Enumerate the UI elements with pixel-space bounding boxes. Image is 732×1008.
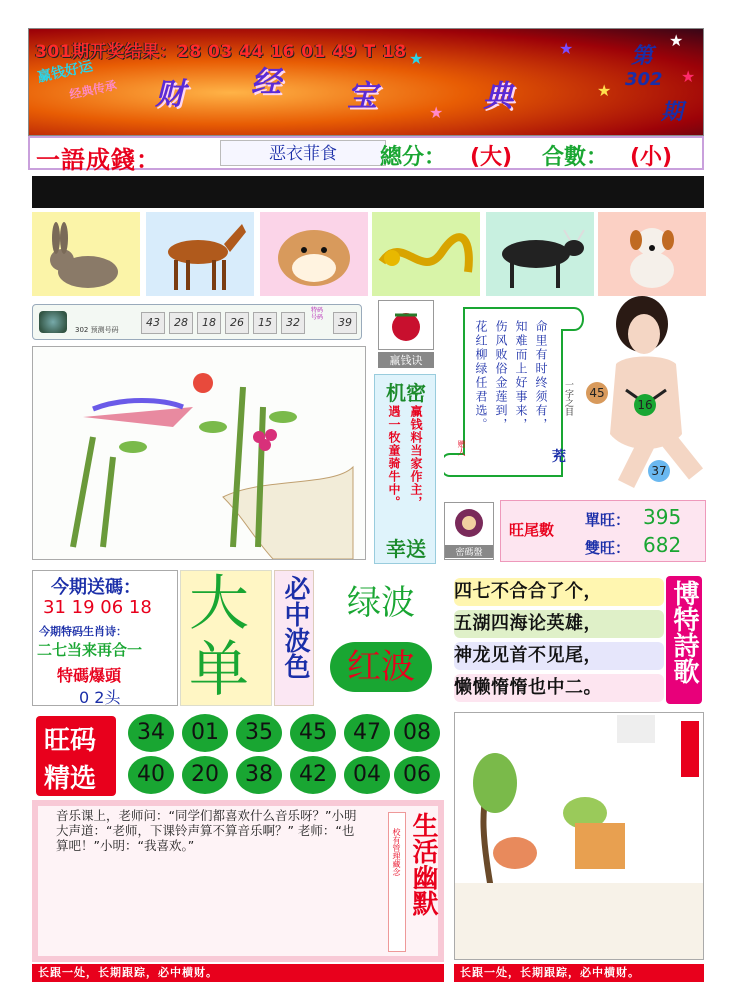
- prediction-number: 28: [169, 312, 193, 334]
- joke-text: 音乐课上，老师问：“同学们都喜欢什么音乐呀？”小明大声道：“老师，下课铃声算不算音乐啊？” 老师：“也算吧！”小明：“我喜欢。”: [56, 808, 357, 853]
- poem-line-2: 五湖四海论英雄，: [454, 610, 664, 638]
- code-plate-label: 密碼盤: [445, 545, 493, 558]
- secret-box: [374, 374, 436, 564]
- hot-numbers: [32, 712, 444, 800]
- four-line-poem: [450, 572, 666, 706]
- model-photo: [586, 294, 706, 494]
- money-bag-icon: [378, 300, 434, 350]
- hot-number: 35: [236, 714, 282, 752]
- side-title: 生活幽默: [408, 812, 438, 916]
- poem-col-2: 知难而上好事来，: [514, 320, 528, 432]
- secret-col-1: 赢钱料当家作主，: [409, 405, 423, 509]
- rabbit-icon: [32, 212, 140, 296]
- logo-char-1: 财: [155, 77, 185, 112]
- hot-number: 45: [290, 714, 336, 752]
- hot-number: 42: [290, 756, 336, 794]
- send-title: 今期送碼：: [51, 577, 141, 598]
- secret-title: 机密: [386, 381, 426, 405]
- secret-col-2: 遇一牧童骑牛中。: [387, 405, 401, 509]
- hot-number: 34: [128, 714, 174, 752]
- slogan-row: [28, 136, 704, 174]
- hint-title: 特碼爆頭: [57, 666, 122, 685]
- number-ball: 37: [648, 460, 670, 482]
- wave-colors: [318, 570, 446, 706]
- label-line-2: 精选: [44, 764, 97, 794]
- ox-icon: [486, 212, 594, 296]
- tagline-2: 经典传承: [68, 78, 119, 102]
- header-banner: [28, 28, 704, 136]
- issue-prefix: 第: [631, 44, 654, 69]
- poem-line-4: 懒懒惰惰也中二。: [454, 674, 664, 702]
- hot-number: 40: [128, 756, 174, 794]
- number-ball: 16: [634, 394, 656, 416]
- poem-line: 二七当来再合一: [37, 641, 143, 659]
- strip-caption: 302 预测号码: [75, 326, 119, 334]
- prediction-number: 26: [225, 312, 249, 334]
- red-wave: 红波: [330, 642, 432, 692]
- poem-title: 今期特码生肖诗：: [39, 625, 127, 638]
- hot-number: 47: [344, 714, 390, 752]
- cartoon-picture: [454, 712, 704, 960]
- poem-col-1: 命里有时终须有，: [534, 320, 548, 432]
- star-icon: ★: [559, 39, 574, 58]
- hot-number: 20: [182, 756, 228, 794]
- dog-icon: [598, 212, 706, 296]
- scroll-word: 茺: [552, 449, 566, 465]
- draw-result: 301期开奖结果：28 03 44 16 01 49 T 18: [35, 42, 407, 62]
- poem-col-4: 花红柳绿任君选。: [474, 320, 488, 432]
- prediction-number: 18: [197, 312, 221, 334]
- star-icon: ★: [409, 49, 424, 68]
- hot-number: 38: [236, 756, 282, 794]
- horse-icon: [146, 212, 254, 296]
- footer-left: 长跟一处，长期跟踪，必中横财。: [32, 964, 444, 982]
- hot-numbers-label: [36, 716, 116, 796]
- dragon-icon: [372, 212, 480, 296]
- hot-number: 04: [344, 756, 390, 794]
- double-label: 雙旺：: [585, 539, 631, 557]
- side-note: 一字之目: [563, 380, 573, 416]
- hot-number: 08: [394, 714, 440, 752]
- sum-label: 合數：: [542, 145, 609, 170]
- prediction-strip: [32, 304, 362, 340]
- side-caption: 校有管理藏念: [392, 828, 401, 876]
- special-number: 39: [333, 312, 357, 334]
- code-plate-icon: [444, 502, 494, 560]
- tree-icon: [39, 311, 67, 333]
- single-char: 单: [189, 635, 249, 705]
- logo-char-3: 宝: [347, 79, 377, 114]
- green-wave: 绿波: [330, 578, 432, 628]
- prediction-number: 32: [281, 312, 305, 334]
- poem-line-3: 神龙见首不见尾，: [454, 642, 664, 670]
- hot-number: 01: [182, 714, 228, 752]
- hint-value: 0 2头: [79, 688, 121, 707]
- hot-number: 06: [394, 756, 440, 794]
- star-icon: ★: [669, 31, 684, 50]
- issue-suffix: 期: [661, 100, 684, 125]
- send-code-box: [32, 570, 178, 706]
- tagline: 赢钱好运: [36, 58, 95, 86]
- prediction-number: 43: [141, 312, 165, 334]
- star-icon: ★: [681, 67, 696, 86]
- slogan-value: 恶衣菲食: [220, 140, 386, 166]
- lucky-tail-label: 旺尾數: [509, 521, 555, 539]
- joke-box: [32, 800, 444, 962]
- double-value: 682: [643, 533, 682, 557]
- prediction-number: 15: [253, 312, 277, 334]
- icon-label: 赢钱诀: [378, 352, 434, 368]
- number-ball: 45: [586, 382, 608, 404]
- send-numbers: 31 19 06 18: [43, 597, 152, 618]
- poem-scroll: [444, 300, 590, 486]
- poem-author: 赠人: [457, 440, 466, 456]
- special-poem-tag: [666, 576, 702, 704]
- score-label: 總分：: [380, 145, 447, 170]
- life-humor-title: [388, 808, 440, 958]
- logo-char-4: 典: [483, 79, 513, 114]
- issue-number: 302: [625, 69, 663, 90]
- big-char: 大: [189, 569, 249, 639]
- single-label: 單旺：: [585, 511, 631, 529]
- black-divider: [32, 176, 704, 208]
- lucky-send: 幸送: [386, 537, 426, 561]
- logo-char-2: 经: [251, 65, 281, 100]
- single-value: 395: [643, 505, 682, 529]
- score-value: (大): [470, 145, 513, 170]
- big-single-box: [180, 570, 272, 706]
- issue-number-box: [625, 39, 699, 125]
- must-hit-color: [274, 570, 314, 706]
- poem-col-3: 伤风败俗金莲到，: [494, 320, 508, 432]
- poem-line-1: 四七不合合了个，: [454, 578, 664, 606]
- bird-bamboo-painting: [32, 346, 366, 560]
- lucky-tail-box: [500, 500, 706, 562]
- footer-right: 长跟一处，长期跟踪，必中横财。: [454, 964, 704, 982]
- label-line-1: 旺码: [44, 726, 97, 756]
- sum-value: (小): [630, 145, 673, 170]
- special-poem-text: 博特詩歌: [669, 580, 699, 684]
- must-hit-text: 必中波色: [280, 575, 310, 679]
- hamster-icon: [260, 212, 368, 296]
- slogan-label: 一語成錢：: [36, 146, 161, 174]
- star-icon: ★: [597, 81, 612, 100]
- special-label: 特码号码: [311, 307, 324, 321]
- star-icon: ★: [429, 103, 444, 122]
